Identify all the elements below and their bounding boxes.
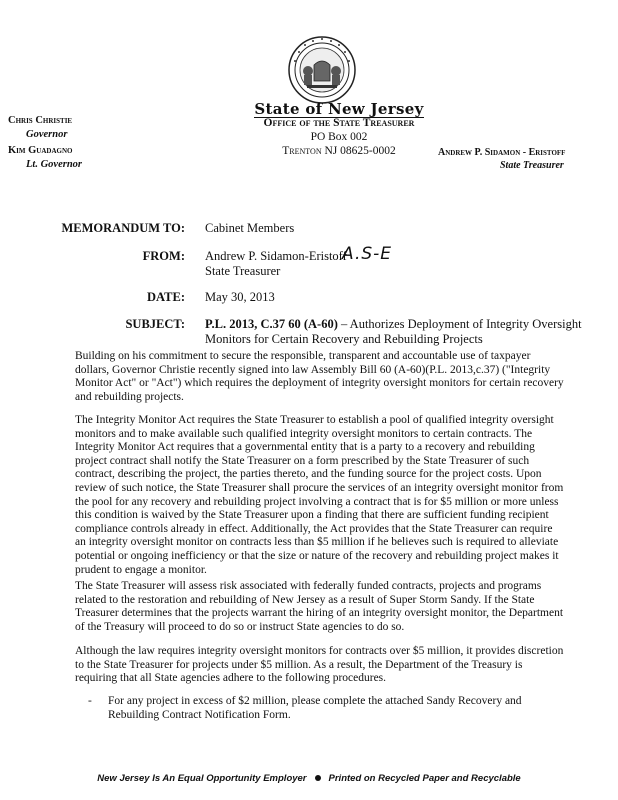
bullet-item-1: For any project in excess of $2 million, please complete the attached Sandy Recovery and Rebuilding Contract Notification Form. (108, 695, 522, 721)
lt-governor-title: Lt. Governor (26, 159, 82, 170)
subject-law: P.L. 2013, C.37 60 (A-60) (205, 317, 338, 331)
from-title: State Treasurer (205, 264, 281, 278)
footer (0, 773, 618, 784)
from-label: FROM: (142, 249, 185, 263)
office-name: Office of the State Treasurer (263, 117, 415, 129)
paragraph-1: Building on his commitment to secure the responsible, transparent and accountable use of taxpayer dollars, Governor Christie recently signed into law Assembly Bill 60 (A-60)(P.L. 2013,c.37) ("Integrity Monitor Act" or "Act") which requires the deployment of integrity oversight monitors for certain recovery and rebuilding projects. (75, 350, 564, 403)
lt-governor-name: Kim Guadagno (8, 145, 73, 156)
governor-name: Chris Christie (8, 115, 73, 126)
state-name-heading: State of New Jersey (254, 100, 424, 118)
bullet-marker: - (88, 695, 92, 707)
city-address: Trenton NJ 08625-0002 (282, 145, 396, 157)
treasurer-name: Andrew P. Sidamon - Eristoff (438, 147, 566, 158)
footer-left: New Jersey Is An Equal Opportunity Employer (97, 773, 307, 784)
paragraph-4: Although the law requires integrity oversight monitors for contracts over $5 million, it provides discretion to the State Treasurer for projects under $5 million. As a result, the Department of the Treasury is requiring that all State agencies adhere to the following procedures. (75, 645, 564, 685)
governor-title: Governor (26, 129, 68, 140)
bullet-dot-icon (315, 775, 321, 781)
paragraph-3: The State Treasurer will assess risk associated with federally funded contracts, projects and programs related to the restoration and rebuilding of New Jersey as a result of Super Storm Sandy. If the State Treasurer determines that the projects warrant the hiring of an integrity oversight monitor, the Department of the Treasury will proceed to do so or instruct State agencies to do so. (75, 580, 564, 633)
to-value: Cabinet Members (205, 221, 295, 235)
subject-description: – Authorizes Deployment of Integrity Oversight Monitors for Certain Recovery and Rebuilding Projects (205, 317, 582, 346)
subject-value (205, 317, 585, 347)
signature-initials: A.S-E (342, 244, 393, 264)
to-label: MEMORANDUM TO: (61, 221, 185, 235)
date-value: May 30, 2013 (205, 290, 275, 304)
paragraph-2: The Integrity Monitor Act requires the State Treasurer to establish a pool of qualified integrity oversight monitors and to make available such qualified integrity oversight monitors to certain contracts. The Integrity Monitor Act requires that a governmental entity that is a party to a recovery and rebuilding project contract shall notify the State Treasurer on a form prescribed by the State Treasurer of such contract, describing the project, the parties thereto, and the funding source for the project costs. Upon review of such notice, the State Treasurer shall procure the services of an integrity oversight monitor from the pool for any recovery and rebuilding project involving a contract that is for $5 million or more unless this condition is waived by the State Treasurer upon a finding that there are sufficient funding recipient compliance controls already in effect. Additionally, the Act provides that the State Treasurer can require an integrity oversight monitor on contracts less than $5 million if he believes such is required to alleviate potential or ongoing inefficiency or that the size or nature of the recovery and rebuilding project makes it prudent to engage a monitor. (75, 414, 564, 576)
date-label: DATE: (147, 290, 185, 304)
treasurer-title: State Treasurer (500, 160, 564, 171)
state-seal-icon (287, 35, 357, 105)
po-box: PO Box 002 (310, 131, 368, 143)
subject-label: SUBJECT: (125, 317, 185, 331)
footer-right: Printed on Recycled Paper and Recyclable (328, 773, 521, 784)
from-value: Andrew P. Sidamon-Eristoff (205, 249, 347, 263)
